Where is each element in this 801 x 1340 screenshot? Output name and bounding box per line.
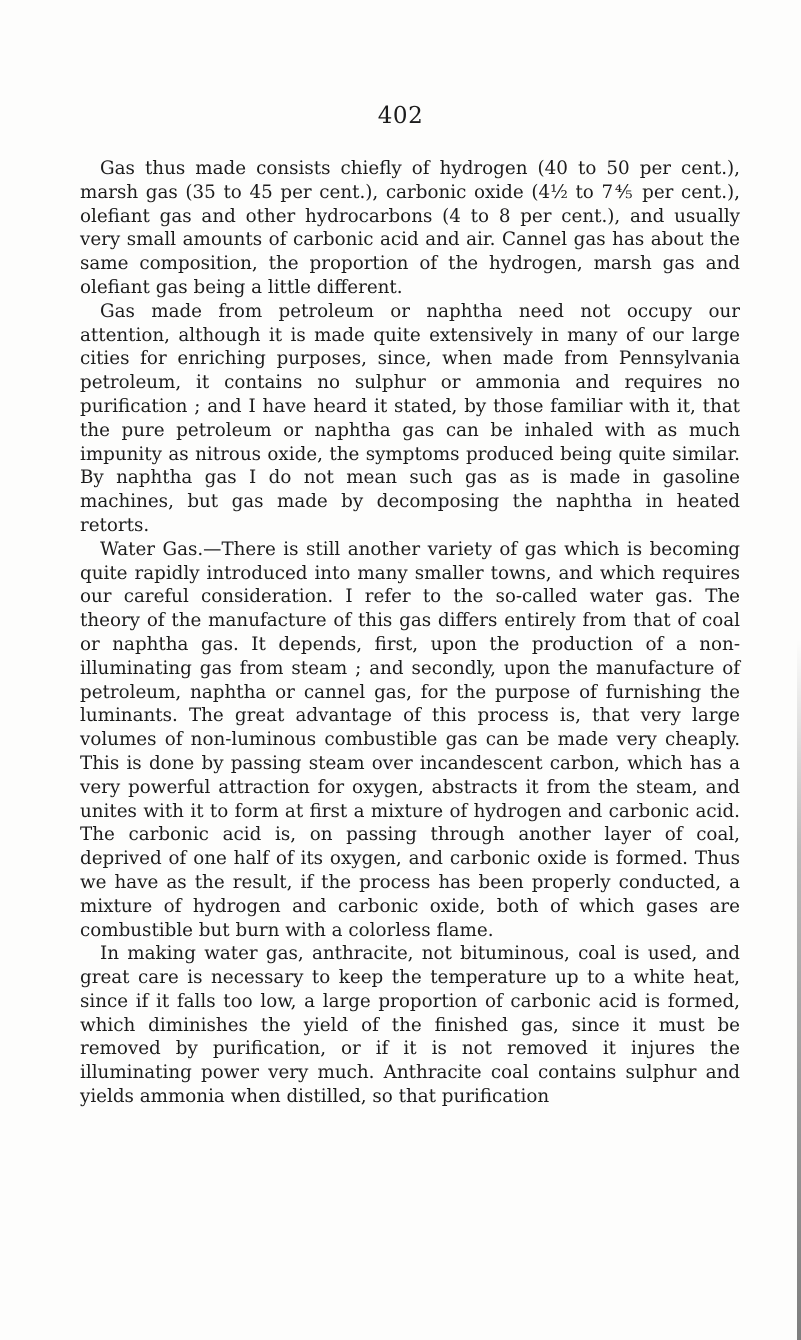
body-text — [80, 157, 740, 1109]
page-number: 402 — [377, 103, 424, 129]
paragraph-petroleum-gas: Gas made from petroleum or naphtha need not occupy our attention, although it is made quite extensively in many of our large cities for enriching purposes, since, when made from Pennsylvania petroleum, it contains no sulphur or ammonia and requires no purification ; and I have heard it stated, by those familiar with it, that the pure petroleum or naphtha gas can be inhaled with as much impunity as nitrous oxide, the symptoms produced being quite similar. By naphtha gas I do not mean such gas as is made in gasoline machines, but gas made by decomposing the naphtha in heated retorts. — [80, 300, 740, 536]
page-edge-shadow — [797, 640, 801, 1340]
paragraph-gas-composition: Gas thus made consists chiefly of hydrogen (40 to 50 per cent.), marsh gas (35 to 45 per cent.), carbonic oxide (4½ to 7⅘ per cent.), olefiant gas and other hydrocarbons (4 to 8 per cent.), and usually very small amounts of carbonic acid and air. Cannel gas has about the same composition, the proportion of the hydrogen, marsh gas and olefiant gas being a little different. — [80, 158, 740, 298]
paragraph-water-gas: Water Gas.—There is still another variety of gas which is becoming quite rapidly introduced into many smaller towns, and which requires our careful consideration. I refer to the so-called water gas. The theory of the manufacture of this gas differs entirely from that of coal or naphtha gas. It depends, first, upon the production of a non-illuminating gas from steam ; and secondly, upon the manufacture of petroleum, naphtha or cannel gas, for the purpose of furnishing the luminants. The great advantage of this process is, that very large volumes of non-luminous combustible gas can be made very cheaply. This is done by passing steam over incandescent carbon, which has a very powerful attraction for oxygen, abstracts it from the steam, and unites with it to form at first a mixture of hydrogen and carbonic acid. The carbonic acid is, on passing through another layer of coal, deprived of one half of its oxygen, and carbonic oxide is formed. Thus we have as the result, if the process has been properly conducted, a mixture of hydrogen and carbonic oxide, both of which gases are combustible but burn with a colorless flame. — [80, 538, 740, 941]
paragraph-anthracite: In making water gas, anthracite, not bituminous, coal is used, and great care is necessary to keep the temperature up to a white heat, since if it falls too low, a large proportion of carbonic acid is formed, which diminishes the yield of the finished gas, since it must be removed by purification, or if it is not removed it injures the illuminating power very much. Anthracite coal contains sulphur and yields ammonia when distilled, so that purification — [80, 943, 740, 1108]
